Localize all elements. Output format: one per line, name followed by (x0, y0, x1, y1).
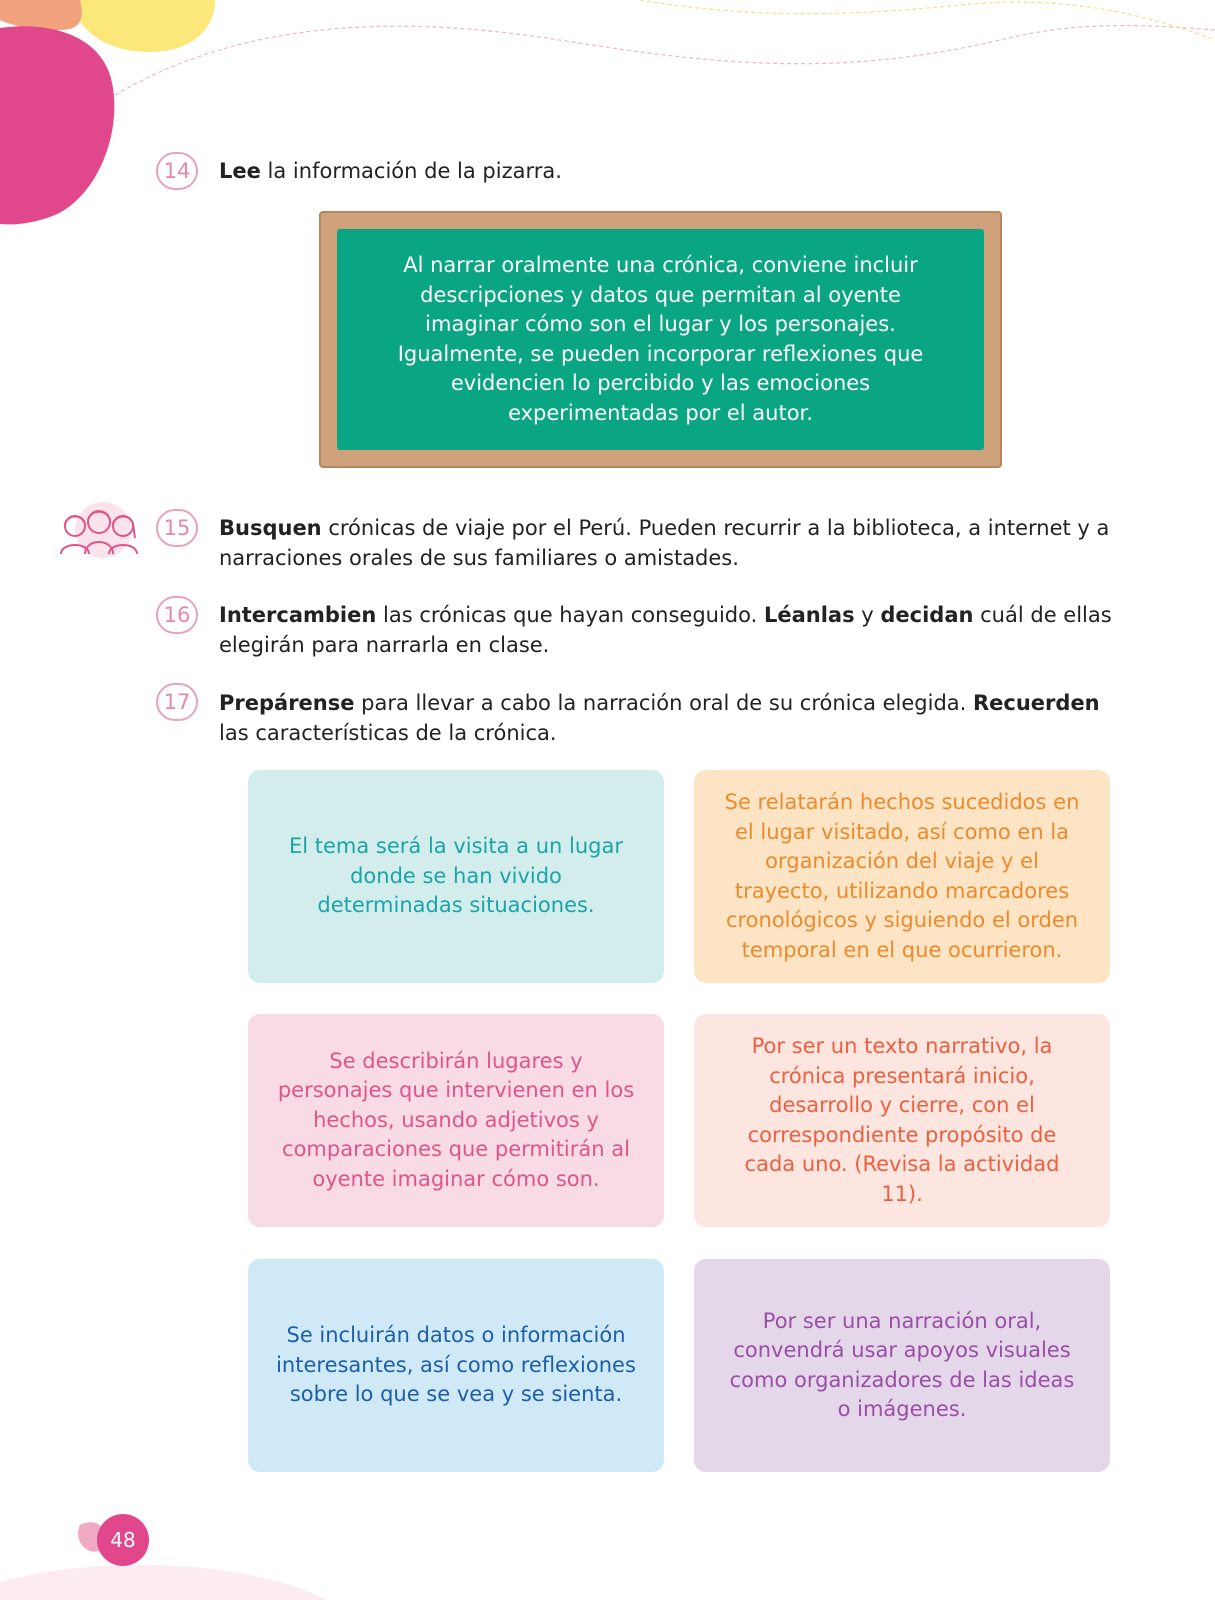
card-datos (248, 1259, 664, 1472)
orange-blob (0, 0, 82, 30)
instruction-16 (219, 600, 1119, 660)
instruction-17-text-2: las características de la crónica. (219, 721, 557, 745)
dashed-line-1 (115, 26, 1215, 95)
chalkboard-frame (319, 211, 1002, 468)
instruction-16-verb-3: decidan (880, 603, 974, 627)
instruction-16-verb-1: Intercambien (219, 603, 377, 627)
card-estructura-text: Por ser un texto narrativo, la crónica presentará inicio, desarrollo y cierre, con el correspondiente propósito de cada uno. (Revisa la actividad 11). (744, 1034, 1060, 1206)
instruction-16-text-1: las crónicas que hayan conseguido. (376, 603, 764, 627)
item-number-14: 14 (156, 152, 198, 190)
instruction-15 (219, 513, 1119, 573)
card-tema (248, 770, 664, 983)
instruction-14-verb: Lee (219, 159, 261, 183)
item-number-15: 15 (156, 509, 198, 547)
card-hechos (694, 770, 1110, 983)
yellow-blob (70, 0, 215, 52)
card-apoyos-text: Por ser una narración oral, convendrá usar apoyos visuales como organizadores de las ideas o imágenes. (729, 1308, 1075, 1421)
card-datos-text: Se incluirán datos o información interesantes, así como reflexiones sobre lo que se vea y se sienta. (276, 1323, 636, 1407)
card-tema-text: El tema será la visita a un lugar donde se han vivido determinadas situaciones. (289, 834, 623, 918)
instruction-15-verb: Busquen (219, 516, 322, 540)
instruction-14 (219, 156, 1119, 186)
instruction-14-text: la información de la pizarra. (260, 159, 562, 183)
card-descripcion (248, 1014, 664, 1227)
dashed-line-2 (640, 0, 1215, 40)
bottom-pink-wave (0, 1565, 360, 1600)
instruction-17-text-1: para llevar a cabo la narración oral de su crónica elegida. (354, 691, 973, 715)
card-estructura (694, 1014, 1110, 1227)
instruction-15-text: crónicas de viaje por el Perú. Pueden recurrir a la biblioteca, a internet y a narraciones orales de sus familiares o amistades. (219, 516, 1110, 570)
instruction-17-verb-1: Prepárense (219, 691, 355, 715)
chalkboard (337, 229, 984, 450)
page-number: 48 (97, 1514, 149, 1566)
card-apoyos (694, 1259, 1110, 1472)
item-number-17: 17 (156, 683, 198, 721)
card-descripcion-text: Se describirán lugares y personajes que intervienen en los hechos, usando adjetivos y comparaciones que permitirán al oyente imaginar cómo son. (277, 1048, 635, 1191)
instruction-16-verb-2: Léanlas (763, 603, 855, 627)
instruction-16-text-3: cuál de ellas elegirán para narrarla en clase. (219, 603, 1112, 657)
group-of-students-icon (57, 500, 141, 560)
instruction-16-text-2: y (854, 603, 881, 627)
pink-blob (0, 26, 114, 224)
card-hechos-text: Se relatarán hechos sucedidos en el lugar visitado, así como en la organización del viaje y el trayecto, utilizando marcadores cronológicos y siguiendo el orden temporal en el que ocurrieron. (724, 790, 1080, 962)
item-number-16: 16 (156, 596, 198, 634)
instruction-17 (219, 688, 1119, 748)
chalkboard-text: Al narrar oralmente una crónica, conviene incluir descripciones y datos que permitan al oyente imaginar cómo son el lugar y los personajes. Igualmente, se pueden incorporar reflexiones que evidencien lo percibido y las emociones experimentadas por el autor. (397, 253, 924, 425)
instruction-17-verb-2: Recuerden (973, 691, 1100, 715)
